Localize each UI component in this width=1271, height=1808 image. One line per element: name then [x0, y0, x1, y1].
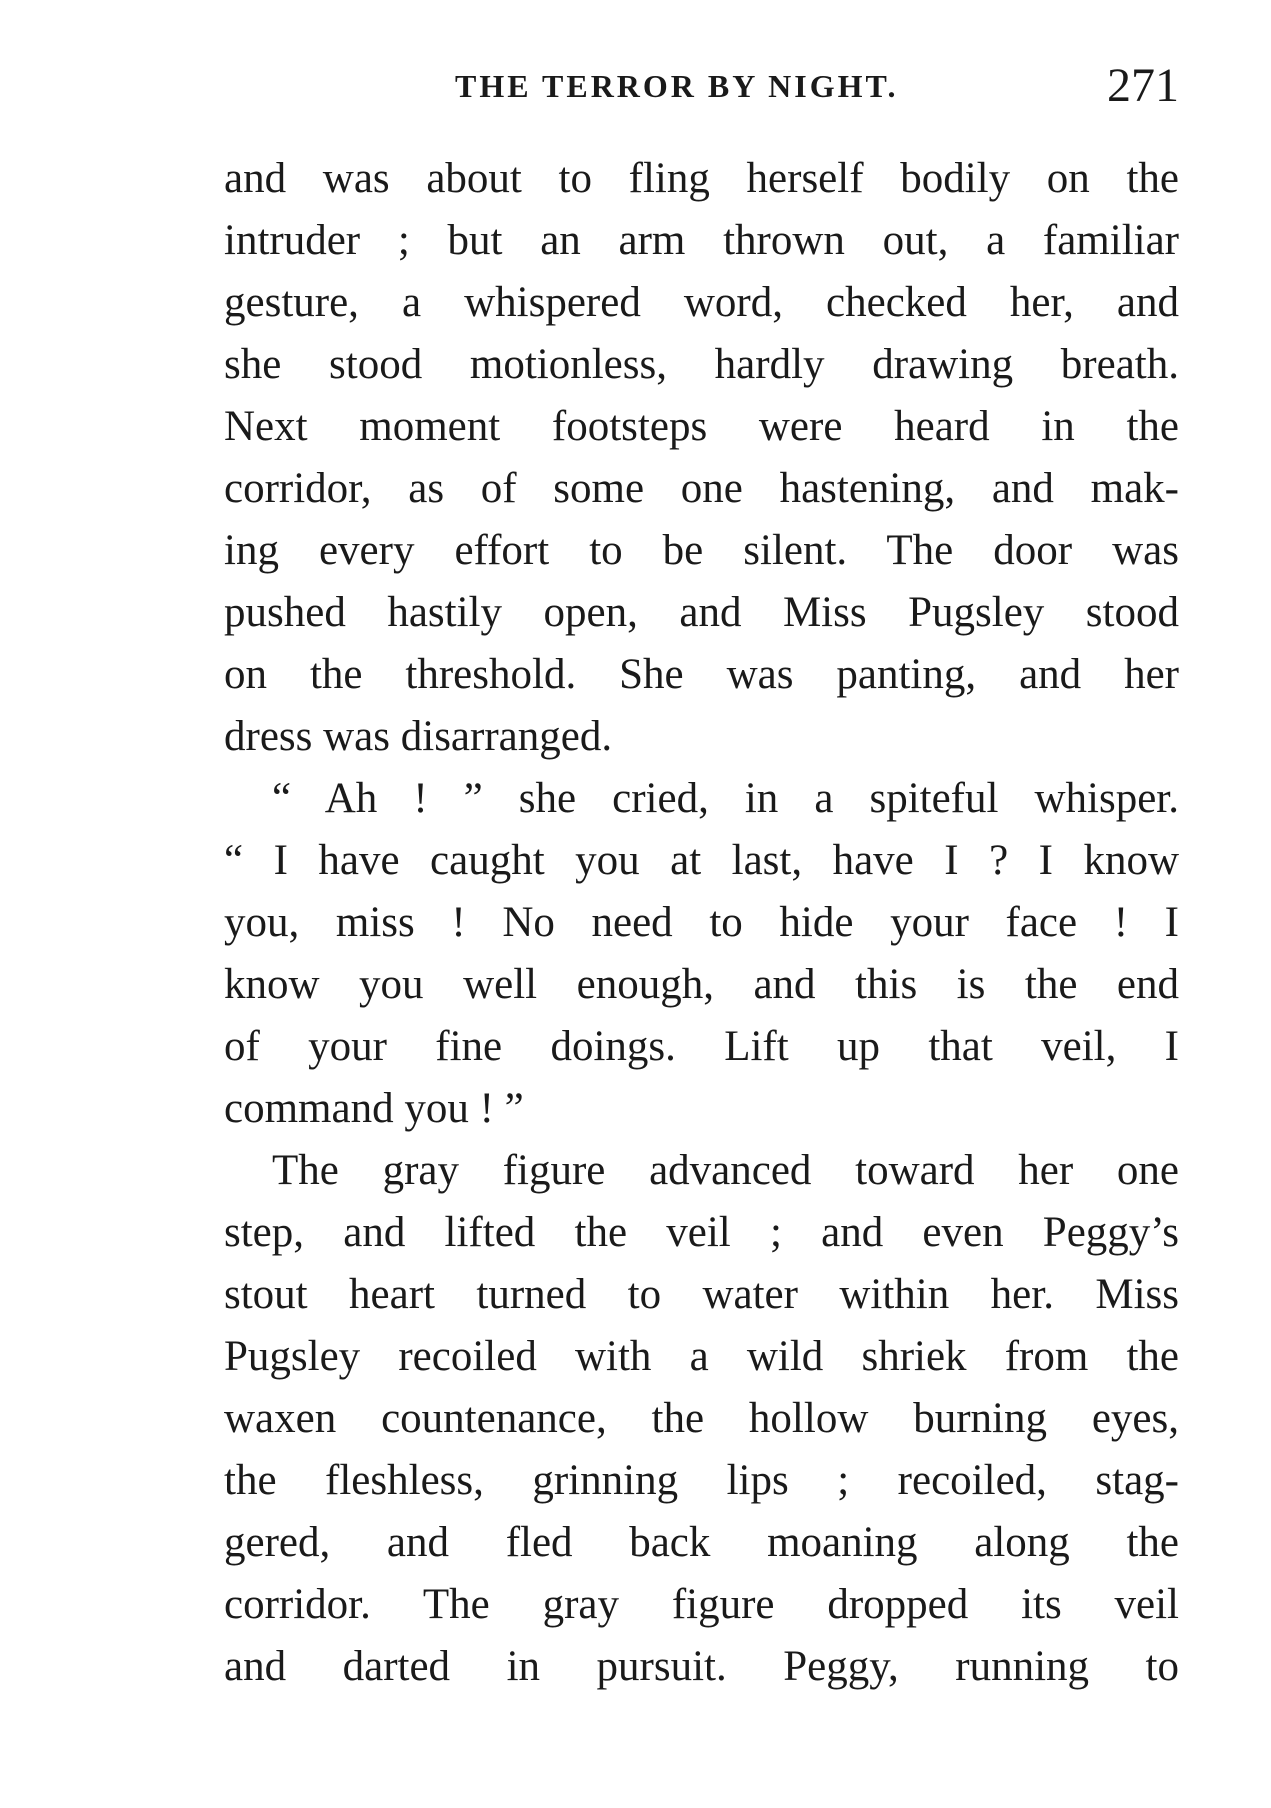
text-line: ing every effort to be silent. The door was	[224, 527, 1179, 574]
text-line: you, miss ! No need to hide your face ! I	[224, 899, 1179, 946]
text-line: Pugsley recoiled with a wild shriek from the	[224, 1333, 1179, 1380]
text-line: Next moment footsteps were heard in the	[224, 403, 1179, 450]
text-line: “ I have caught you at last, have I ? I know	[224, 837, 1179, 884]
text-line: stout heart turned to water within her. Miss	[224, 1271, 1179, 1318]
text-line: step, and lifted the veil ; and even Peggy’s	[224, 1209, 1179, 1256]
page-number: 271	[1107, 59, 1179, 112]
text-line: The gray figure advanced toward her one	[272, 1147, 1179, 1194]
text-line: intruder ; but an arm thrown out, a familiar	[224, 217, 1179, 264]
text-line: she stood motionless, hardly drawing breath.	[224, 341, 1179, 388]
running-title: THE TERROR BY NIGHT.	[455, 68, 899, 104]
running-head	[0, 59, 1271, 124]
text-line: pushed hastily open, and Miss Pugsley stood	[224, 589, 1179, 636]
text-line: the fleshless, grinning lips ; recoiled, stag-	[224, 1457, 1179, 1504]
text-line: on the threshold. She was panting, and her	[224, 651, 1179, 698]
text-line: corridor, as of some one hastening, and mak-	[224, 465, 1179, 512]
body-text	[224, 148, 1179, 1698]
text-line: gesture, a whispered word, checked her, and	[224, 279, 1179, 326]
text-line: command you ! ”	[224, 1085, 524, 1132]
text-line: know you well enough, and this is the end	[224, 961, 1179, 1008]
text-line: “ Ah ! ” she cried, in a spiteful whisper.	[272, 775, 1179, 822]
text-line: corridor. The gray figure dropped its veil	[224, 1581, 1179, 1628]
text-line: waxen countenance, the hollow burning eyes,	[224, 1395, 1179, 1442]
text-line: gered, and fled back moaning along the	[224, 1519, 1179, 1566]
text-line: and darted in pursuit. Peggy, running to	[224, 1643, 1179, 1690]
text-line: of your fine doings. Lift up that veil, I	[224, 1023, 1179, 1070]
text-line: dress was disarranged.	[224, 713, 613, 760]
text-line: and was about to fling herself bodily on the	[224, 155, 1179, 202]
